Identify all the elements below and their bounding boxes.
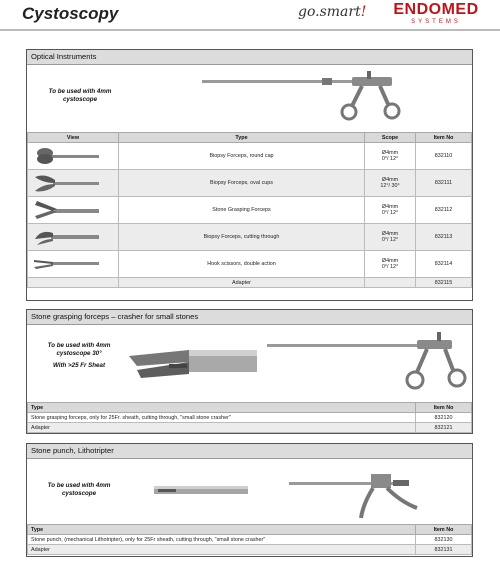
scope-angle: 0°/ 12° bbox=[381, 264, 399, 270]
section-stone-punch bbox=[26, 443, 473, 557]
item-cell: 832115 bbox=[416, 278, 472, 288]
item-cell: 832120 bbox=[416, 413, 472, 423]
empty-cell bbox=[28, 278, 119, 288]
optical-table bbox=[27, 132, 472, 288]
page-title: Cystoscopy bbox=[22, 4, 119, 23]
empty-cell bbox=[365, 278, 416, 288]
section-stone-grasping-forceps bbox=[26, 309, 473, 434]
type-cell: Stone grasping forceps, only for 25Fr. sheath, cutting through, "small stone crasher" bbox=[28, 413, 416, 423]
column-header-type: Type bbox=[28, 403, 416, 413]
table-row bbox=[28, 535, 472, 545]
item-cell: 832114 bbox=[416, 251, 472, 278]
grasping-forceps-image bbox=[267, 328, 467, 398]
usage-note bbox=[33, 482, 125, 498]
instrument-tip-image bbox=[28, 170, 119, 197]
scope-cell bbox=[365, 143, 416, 170]
instrument-tip-image bbox=[28, 143, 119, 170]
scope-angle: 0°/ 12° bbox=[381, 156, 399, 162]
item-cell: 832121 bbox=[416, 423, 472, 433]
slogan bbox=[298, 4, 366, 20]
grasping-tip-closeup-image bbox=[127, 332, 257, 392]
scope-angle: 0°/ 12° bbox=[381, 210, 399, 216]
table-row bbox=[28, 251, 472, 278]
section-title: Stone punch, Lithotripter bbox=[27, 444, 472, 459]
type-cell: Biopsy Forceps, oval cups bbox=[119, 170, 365, 197]
scope-cell bbox=[365, 197, 416, 224]
optical-forceps-image bbox=[202, 66, 422, 128]
scope-diameter: Ø4mm bbox=[381, 177, 399, 183]
type-cell: Biopsy Forceps, cutting through bbox=[119, 224, 365, 251]
instrument-tip-image bbox=[28, 251, 119, 278]
section-optical-instruments bbox=[26, 49, 473, 301]
type-cell: Stone punch, (mechanical Lithotripter), only for 25Fr sheath, cutting through, "small stone crasher" bbox=[28, 535, 416, 545]
table-row bbox=[28, 197, 472, 224]
usage-note-line: To be used with 4mm bbox=[47, 342, 111, 349]
type-cell: Adapter bbox=[28, 423, 416, 433]
usage-note-line: cystoscope bbox=[62, 96, 98, 103]
table-row bbox=[28, 278, 472, 288]
punch-table bbox=[27, 524, 472, 555]
usage-note bbox=[35, 88, 125, 104]
column-header-type: Type bbox=[119, 133, 365, 143]
table-row bbox=[28, 224, 472, 251]
scope-diameter: Ø4mm bbox=[381, 204, 399, 210]
column-header-scope: Scope bbox=[365, 133, 416, 143]
scope-angle: 0°/ 12° bbox=[381, 237, 399, 243]
punch-tip-image bbox=[152, 480, 252, 500]
table-row bbox=[28, 413, 472, 423]
section-title: Stone grasping forceps – crasher for small stones bbox=[27, 310, 472, 325]
scope-diameter: Ø4mm bbox=[381, 150, 399, 156]
brand-logo bbox=[390, 1, 482, 26]
section-title: Optical Instruments bbox=[27, 50, 472, 65]
grasping-table bbox=[27, 402, 472, 433]
scope-cell bbox=[365, 224, 416, 251]
instrument-tip-image bbox=[28, 197, 119, 224]
brand-subtitle: SYSTEMS bbox=[411, 19, 461, 25]
item-cell: 832113 bbox=[416, 224, 472, 251]
column-header-type: Type bbox=[28, 525, 416, 535]
scope-cell bbox=[365, 170, 416, 197]
table-row bbox=[28, 170, 472, 197]
usage-note-line: cystoscope 30° bbox=[56, 350, 102, 357]
item-cell: 832110 bbox=[416, 143, 472, 170]
lithotripter-image bbox=[289, 462, 429, 524]
item-cell: 832111 bbox=[416, 170, 472, 197]
slogan-text: go.smart bbox=[298, 4, 361, 20]
item-cell: 832130 bbox=[416, 535, 472, 545]
scope-cell bbox=[365, 251, 416, 278]
instrument-tip-image bbox=[28, 224, 119, 251]
type-cell: Adapter bbox=[28, 545, 416, 555]
table-row bbox=[28, 143, 472, 170]
scope-diameter: Ø4mm bbox=[381, 231, 399, 237]
column-header-item: Item No bbox=[416, 133, 472, 143]
column-header-view: View bbox=[28, 133, 119, 143]
type-cell: Adapter bbox=[119, 278, 365, 288]
brand-name: ENDOMED bbox=[393, 1, 479, 18]
usage-note bbox=[33, 342, 125, 370]
scope-angle: 12°/ 30° bbox=[380, 183, 400, 189]
usage-note-line: To be used with 4mm bbox=[47, 482, 111, 489]
column-header-item: Item No bbox=[416, 403, 472, 413]
scope-diameter: Ø4mm bbox=[381, 258, 399, 264]
item-cell: 832131 bbox=[416, 545, 472, 555]
usage-note-line: To be used with 4mm bbox=[48, 88, 112, 95]
type-cell: Hook scissors, double action bbox=[119, 251, 365, 278]
page-header bbox=[0, 0, 500, 34]
type-cell: Biopsy Forceps, round cap bbox=[119, 143, 365, 170]
item-cell: 832112 bbox=[416, 197, 472, 224]
usage-note-line: With >25 Fr Sheat bbox=[52, 362, 106, 369]
column-header-item: Item No bbox=[416, 525, 472, 535]
table-row bbox=[28, 423, 472, 433]
header-divider bbox=[0, 29, 500, 31]
usage-note-line: cystoscope bbox=[61, 490, 97, 497]
slogan-bang: ! bbox=[360, 4, 367, 20]
type-cell: Stone Grasping Forceps bbox=[119, 197, 365, 224]
table-row bbox=[28, 545, 472, 555]
